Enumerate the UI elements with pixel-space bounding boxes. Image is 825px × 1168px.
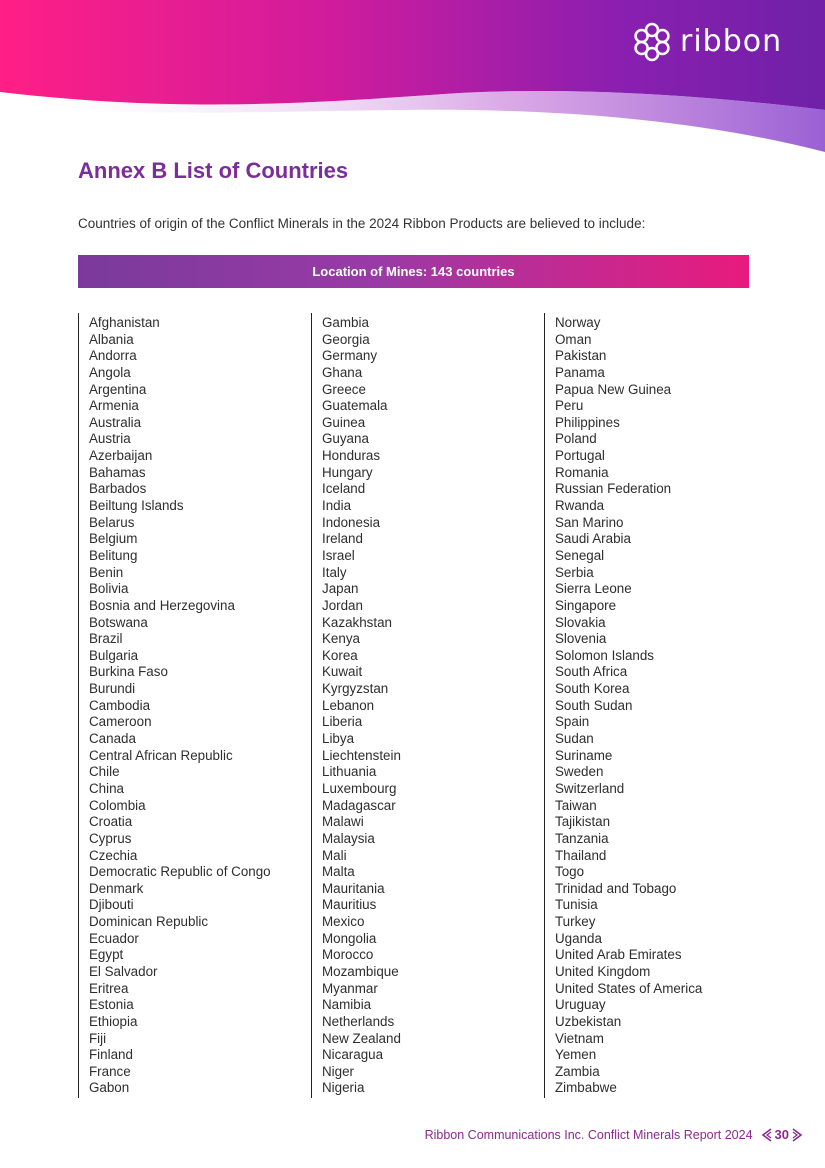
country-item: Mongolia — [322, 930, 377, 946]
country-item: Gabon — [89, 1080, 130, 1096]
country-item: Kyrgyzstan — [322, 681, 389, 697]
country-item: Kuwait — [322, 664, 363, 680]
country-item: Suriname — [555, 747, 613, 763]
country-item: Finland — [89, 1047, 133, 1063]
country-item: Burkina Faso — [89, 664, 168, 680]
ribbon-logo-icon — [632, 22, 672, 62]
country-item: Mauritania — [322, 880, 385, 896]
country-item: Brazil — [89, 631, 123, 647]
country-item: Tanzania — [555, 830, 609, 846]
country-column-2 — [311, 313, 541, 1098]
country-item: Beiltung Islands — [89, 498, 184, 514]
country-item: Angola — [89, 364, 131, 380]
country-item: Nigeria — [322, 1080, 365, 1096]
page-footer — [425, 1127, 803, 1142]
country-item: South Africa — [555, 664, 628, 680]
country-item: San Marino — [555, 514, 624, 530]
country-item: Luxembourg — [322, 780, 397, 796]
country-item: Argentina — [89, 381, 147, 397]
country-item: Norway — [555, 315, 601, 330]
country-item: Jordan — [322, 597, 363, 613]
country-item: Honduras — [322, 448, 381, 464]
country-item: Trinidad and Tobago — [555, 880, 677, 896]
country-item: Ireland — [322, 531, 363, 547]
country-item: Austria — [89, 431, 131, 447]
country-item: Kazakhstan — [322, 614, 392, 630]
country-item: Andorra — [89, 348, 137, 364]
country-item: Liberia — [322, 714, 363, 730]
country-item: Azerbaijan — [89, 448, 153, 464]
country-item: South Sudan — [555, 697, 633, 713]
country-item: Denmark — [89, 880, 144, 896]
country-item: Cyprus — [89, 830, 132, 846]
country-item: South Korea — [555, 681, 630, 697]
country-item: Serbia — [555, 564, 594, 580]
country-item: Morocco — [322, 947, 374, 963]
table-header-banner: Location of Mines: 143 countries — [78, 255, 749, 288]
page-title: Annex B List of Countries — [78, 158, 349, 183]
country-item: Guyana — [322, 431, 369, 447]
country-item: Guinea — [322, 414, 366, 430]
country-item: Poland — [555, 431, 597, 447]
country-item: Madagascar — [322, 797, 396, 813]
country-item: United States of America — [555, 980, 703, 996]
country-item: Zambia — [555, 1063, 600, 1079]
country-item: Mali — [322, 847, 347, 863]
country-item: Tajikistan — [555, 814, 611, 830]
country-item: Burundi — [89, 681, 136, 697]
country-item: Lithuania — [322, 764, 377, 780]
country-item: Indonesia — [322, 514, 381, 530]
country-item: Uruguay — [555, 997, 606, 1013]
country-item: Slovakia — [555, 614, 606, 630]
country-item: Myanmar — [322, 980, 378, 996]
country-item: Malaysia — [322, 830, 375, 846]
country-item: Czechia — [89, 847, 138, 863]
country-item: Russian Federation — [555, 481, 672, 497]
country-item: Italy — [322, 564, 347, 580]
country-item: Pakistan — [555, 348, 607, 364]
country-item: Guatemala — [322, 398, 388, 414]
country-item: Benin — [89, 564, 124, 580]
country-item: Mexico — [322, 914, 365, 930]
country-item: Sierra Leone — [555, 581, 632, 597]
country-item: Zimbabwe — [555, 1080, 617, 1096]
country-item: Ghana — [322, 364, 363, 380]
country-item: Philippines — [555, 414, 620, 430]
country-item: Hungary — [322, 464, 373, 480]
country-item: Malta — [322, 864, 355, 880]
country-item: Democratic Republic of Congo — [89, 864, 271, 880]
country-item: Israel — [322, 547, 355, 563]
country-item: Slovenia — [555, 631, 607, 647]
country-item: Romania — [555, 464, 609, 480]
country-item: Afghanistan — [89, 315, 160, 330]
country-item: Togo — [555, 864, 585, 880]
country-item: New Zealand — [322, 1030, 401, 1046]
country-item: Uganda — [555, 930, 602, 946]
country-item: El Salvador — [89, 963, 158, 979]
country-item: Djibouti — [89, 897, 134, 913]
country-item: Bosnia and Herzegovina — [89, 597, 235, 613]
country-item: Bolivia — [89, 581, 129, 597]
country-item: Iceland — [322, 481, 366, 497]
country-item: Cameroon — [89, 714, 152, 730]
country-item: China — [89, 780, 124, 796]
country-item: Belarus — [89, 514, 135, 530]
country-item: Peru — [555, 398, 584, 414]
country-item: Lebanon — [322, 697, 375, 713]
country-item: Tunisia — [555, 897, 598, 913]
country-item: Panama — [555, 364, 605, 380]
country-item: Japan — [322, 581, 359, 597]
country-item: Belgium — [89, 531, 138, 547]
country-item: Georgia — [322, 331, 370, 347]
country-item: Taiwan — [555, 797, 597, 813]
country-item: Gambia — [322, 315, 369, 330]
country-item: Saudi Arabia — [555, 531, 631, 547]
country-item: India — [322, 498, 352, 514]
country-item: France — [89, 1063, 131, 1079]
country-item: Egypt — [89, 947, 124, 963]
country-item: Mauritius — [322, 897, 377, 913]
country-item: Solomon Islands — [555, 647, 654, 663]
country-item: United Kingdom — [555, 963, 651, 979]
country-item: Portugal — [555, 448, 605, 464]
country-item: Belitung — [89, 547, 138, 563]
country-item: Ethiopia — [89, 1013, 138, 1029]
country-column-3 — [544, 313, 774, 1098]
country-item: Barbados — [89, 481, 147, 497]
country-item: Kenya — [322, 631, 360, 647]
country-item: Singapore — [555, 597, 617, 613]
country-item: Fiji — [89, 1030, 107, 1046]
ribbon-logo — [632, 22, 782, 62]
chevron-right-icon[interactable] — [791, 1128, 803, 1142]
country-item: Estonia — [89, 997, 134, 1013]
country-item: Thailand — [555, 847, 607, 863]
country-item: Nicaragua — [322, 1047, 384, 1063]
country-item: Greece — [322, 381, 366, 397]
country-item: Australia — [89, 414, 142, 430]
country-item: Chile — [89, 764, 120, 780]
country-item: Papua New Guinea — [555, 381, 672, 397]
country-item: Spain — [555, 714, 590, 730]
country-item: Rwanda — [555, 498, 605, 514]
country-item: Switzerland — [555, 780, 625, 796]
page-number: 30 — [774, 1127, 789, 1142]
country-item: Canada — [89, 731, 136, 747]
country-item: Netherlands — [322, 1013, 395, 1029]
country-column-1 — [78, 313, 308, 1098]
brand-name: ribbon — [680, 24, 783, 59]
country-item: Central African Republic — [89, 747, 233, 763]
intro-paragraph: Countries of origin of the Conflict Minerals in the 2024 Ribbon Products are believed to include: — [78, 216, 646, 231]
country-item: Eritrea — [89, 980, 129, 996]
country-item: Cambodia — [89, 697, 151, 713]
chevron-left-icon[interactable] — [761, 1128, 773, 1142]
country-item: United Arab Emirates — [555, 947, 682, 963]
country-item: Niger — [322, 1063, 354, 1079]
country-item: Albania — [89, 331, 134, 347]
country-item: Ecuador — [89, 930, 139, 946]
country-item: Liechtenstein — [322, 747, 401, 763]
country-item: Vietnam — [555, 1030, 604, 1046]
country-item: Turkey — [555, 914, 596, 930]
country-item: Yemen — [555, 1047, 597, 1063]
country-item: Libya — [322, 731, 355, 747]
country-item: Mozambique — [322, 963, 399, 979]
country-item: Croatia — [89, 814, 133, 830]
country-item: Sweden — [555, 764, 604, 780]
country-item: Oman — [555, 331, 592, 347]
country-item: Germany — [322, 348, 378, 364]
country-item: Uzbekistan — [555, 1013, 622, 1029]
country-item: Sudan — [555, 731, 594, 747]
footer-report-title: Ribbon Communications Inc. Conflict Minerals Report 2024 — [424, 1127, 753, 1142]
country-item: Korea — [322, 647, 358, 663]
country-item: Dominican Republic — [89, 914, 209, 930]
country-item: Armenia — [89, 398, 139, 414]
country-item: Senegal — [555, 547, 605, 563]
country-item: Bulgaria — [89, 647, 139, 663]
country-item: Colombia — [89, 797, 146, 813]
pager — [761, 1127, 803, 1142]
country-item: Bahamas — [89, 464, 146, 480]
country-item: Malawi — [322, 814, 364, 830]
country-item: Botswana — [89, 614, 148, 630]
country-item: Namibia — [322, 997, 372, 1013]
